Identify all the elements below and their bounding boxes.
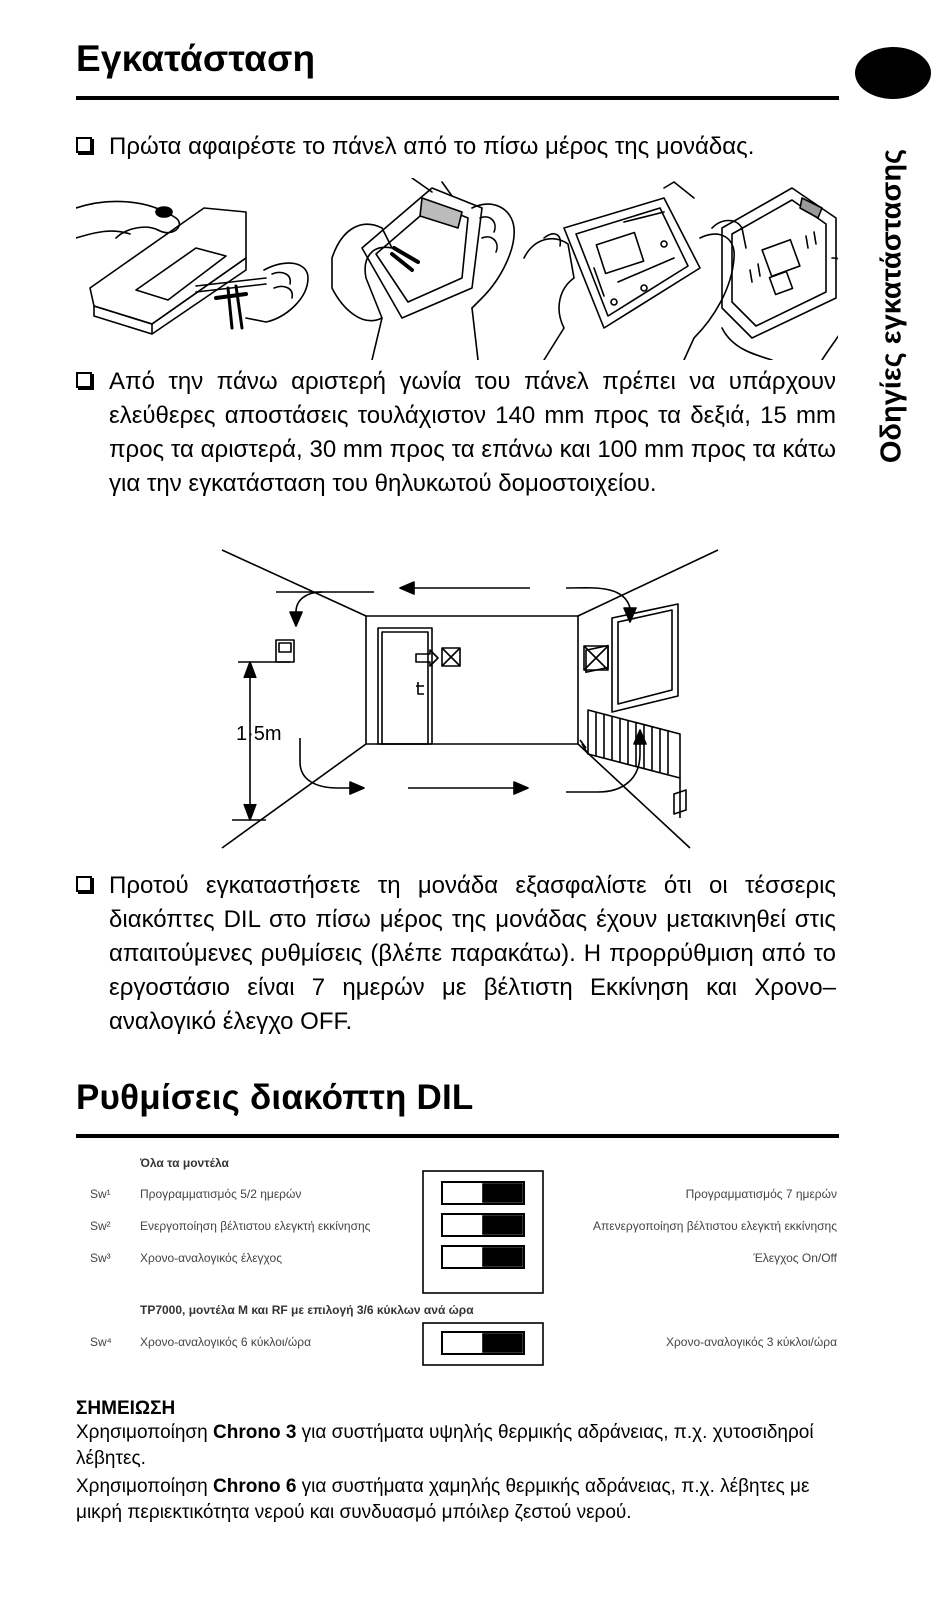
note-paragraph-1: Χρησιμοποίηση Chrono 3 για συστήματα υψηλής θερμικής αδράνειας, π.χ. χυτοσιδηροί λέβητες.	[76, 1422, 814, 1469]
unit-with-screwdriver	[76, 201, 308, 334]
checkbox-bullet-icon	[76, 372, 92, 388]
open-back-panel	[524, 182, 734, 360]
dil-row2-right: Απενεργοποίηση βέλτιστου ελεγκτή εκκίνησης	[592, 1219, 837, 1233]
checkbox-bullet-icon	[76, 137, 92, 153]
dil-row3-sw: Sw³	[90, 1251, 111, 1265]
bullet-remove-panel: Πρώτα αφαιρέστε το πάνελ από το πίσω μέρος της μονάδας.	[76, 130, 836, 164]
hands-opening-unit	[332, 178, 514, 360]
ceiling-line-left	[222, 550, 366, 616]
floor-line-left	[222, 744, 366, 848]
height-label: 1·5m	[236, 723, 282, 745]
dil-section-title: Ρυθμίσεις διακόπτη DIL	[76, 1078, 474, 1117]
door	[378, 628, 432, 744]
dil-row4-sw: Sw⁴	[90, 1335, 112, 1349]
dil-switch-2	[442, 1214, 524, 1236]
dil-group2-header: TP7000, μοντέλα M και RF με επιλογή 3/6 κύκλων ανά ώρα	[140, 1303, 474, 1317]
dil-switch-3	[442, 1246, 524, 1268]
dil-row4-right: Χρονο-αναλογικός 3 κύκλοι/ώρα	[665, 1335, 837, 1349]
radiator	[580, 710, 686, 818]
note-heading: ΣΗΜΕΙΩΣΗ	[76, 1398, 176, 1419]
back-wall	[366, 616, 578, 744]
section-tab-label: Οδηγίες εγκατάστασης	[875, 148, 908, 463]
dil-row4-left: Χρονο-αναλογικός 6 κύκλοι/ώρα	[140, 1335, 312, 1349]
dil-row1-left: Προγραμματισμός 5/2 ημερών	[140, 1187, 302, 1201]
dil-row1-sw: Sw¹	[90, 1187, 111, 1201]
section-tab-marker	[855, 47, 931, 99]
panel-removal-illustration	[76, 178, 838, 360]
room-placement-diagram	[220, 548, 720, 850]
window	[612, 604, 678, 712]
bullet-dil-setup: Προτού εγκαταστήσετε τη μονάδα εξασφαλίστε ότι οι τέσσερις διακόπτες DIL στο πίσω μέρος της μονάδας έχουν μετακινηθεί στις απαιτούμενες ρυθμίσεις (βλέπε παρακάτω). Η προρρύθμιση από το εργοστάσιο είναι 7 ημερών με βέλτιστη Εκκίνηση και Χρονο–αναλογικό έλεγχο OFF.	[76, 869, 836, 1039]
dil-title-rule	[76, 1134, 839, 1138]
dil-switch-4	[442, 1332, 524, 1354]
ceiling-line-right	[578, 550, 718, 616]
dil-row2-sw: Sw²	[90, 1219, 111, 1233]
dil-switch-1	[442, 1182, 524, 1204]
dil-switch-block-1	[422, 1170, 544, 1294]
dil-group1-header: Όλα τα μοντέλα	[140, 1156, 229, 1170]
title-rule	[76, 96, 839, 100]
dil-row1-right: Προγραμματισμός 7 ημερών	[685, 1187, 837, 1201]
dil-row2-left: Ενεργοποίηση βέλτιστου ελεγκτή εκκίνησης	[140, 1219, 371, 1233]
dil-row3-right: Έλεγχος On/Off	[753, 1251, 837, 1265]
checkbox-bullet-icon	[76, 876, 92, 892]
dil-row3-left: Χρονο-αναλογικός έλεγχος	[140, 1251, 282, 1265]
page-title: Εγκατάσταση	[76, 38, 316, 79]
dil-switch-block-2	[422, 1322, 544, 1366]
bullet-clearances: Από την πάνω αριστερή γωνία του πάνελ πρέπει να υπάρχουν ελεύθερες αποστάσεις τουλάχιστον 140 mm προς τα δεξιά, 15 mm προς τα αριστερά, 30 mm προς τα επάνω και 100 mm προς τα κάτω για την εγκατάσταση του θηλυκωτού δομοστοιχείου.	[76, 365, 836, 501]
note-paragraph-2: Χρησιμοποίηση Chrono 6 για συστήματα χαμηλής θερμικής αδράνειας, π.χ. λέβητες με μικρή περιεκτικότητα νερού και συνδυασμό μπόιλερ ζεστού νερού.	[76, 1476, 810, 1523]
